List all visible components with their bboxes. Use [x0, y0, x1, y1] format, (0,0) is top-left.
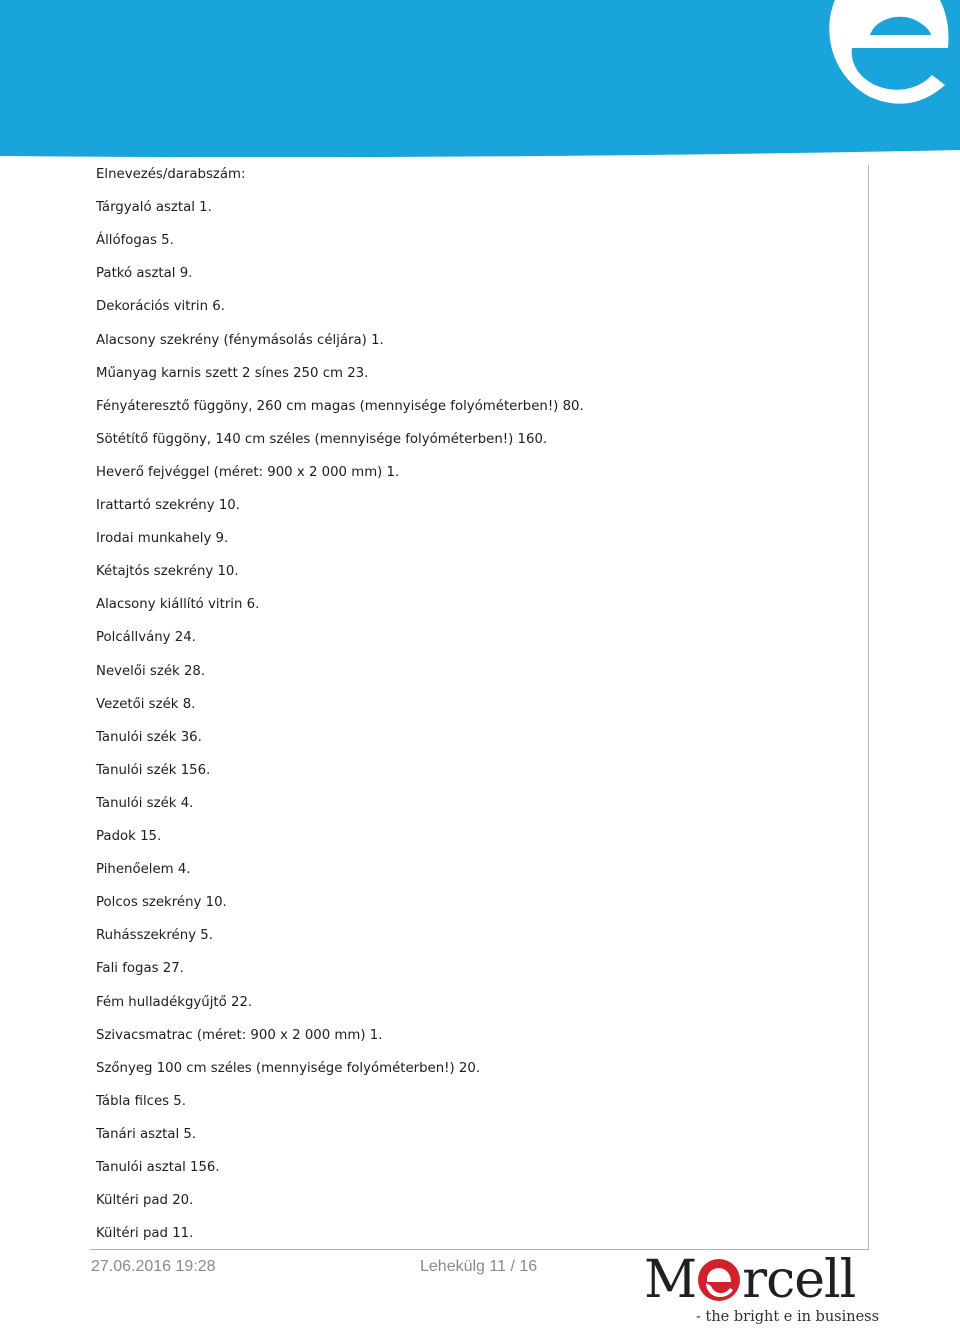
footer-datetime: 27.06.2016 19:28 — [91, 1258, 216, 1275]
list-item: Fém hulladékgyűjtő 22. — [96, 994, 253, 1010]
list-item: Heverő fejvéggel (méret: 900 x 2 000 mm) 1. — [96, 464, 400, 480]
list-item: Sötétítő függöny, 140 cm széles (mennyisége folyóméterben!) 160. — [96, 431, 548, 447]
list-item: Alacsony szekrény (fénymásolás céljára) 1. — [96, 332, 384, 348]
list-item: Szőnyeg 100 cm széles (mennyisége folyóméterben!) 20. — [96, 1060, 481, 1076]
list-item: Dekorációs vitrin 6. — [96, 299, 225, 315]
list-item: Tanulói szék 156. — [96, 762, 211, 778]
list-item: Kültéri pad 20. — [96, 1193, 194, 1209]
list-item: Alacsony kiállító vitrin 6. — [96, 597, 260, 613]
logo-first-letter: M — [644, 1250, 697, 1310]
header-banner — [0, 0, 960, 165]
list-item: Irattartó szekrény 10. — [96, 498, 240, 513]
footer-page-number: Lehekülg 11 / 16 — [420, 1258, 538, 1275]
logo-tagline: - the bright e in business — [696, 1309, 880, 1325]
list-item: Műanyag karnis szett 2 sínes 250 cm 23. — [96, 365, 369, 381]
item-list-panel — [90, 165, 869, 1250]
list-item: Tanulói szék 4. — [96, 795, 194, 811]
list-heading: Elnevezés/darabszám: — [96, 167, 246, 182]
list-item: Tanulói asztal 156. — [96, 1160, 220, 1175]
list-item: Kétajtós szekrény 10. — [96, 564, 239, 580]
list-item: Vezetői szék 8. — [96, 696, 196, 712]
list-item: Kültéri pad 11. — [96, 1226, 194, 1242]
list-item: Padok 15. — [96, 829, 162, 844]
list-item: Szivacsmatrac (méret: 900 x 2 000 mm) 1. — [96, 1027, 383, 1043]
list-item: Tanulói szék 36. — [96, 729, 202, 745]
list-item: Tábla filces 5. — [96, 1093, 186, 1109]
list-item: Állófogas 5. — [96, 233, 174, 249]
logo-e-icon — [698, 1259, 740, 1301]
list-item: Tárgyaló asztal 1. — [96, 200, 212, 216]
list-item: Fényáteresztő függöny, 260 cm magas (mennyisége folyóméterben!) 80. — [96, 398, 584, 414]
list-item: Irodai munkahely 9. — [96, 531, 229, 547]
logo-rest-letters: rcell — [742, 1250, 856, 1310]
list-item: Polcos szekrény 10. — [96, 895, 227, 911]
list-item: Polcállvány 24. — [96, 630, 196, 646]
list-item: Fali fogas 27. — [96, 961, 184, 977]
list-item: Nevelői szék 28. — [96, 663, 206, 679]
marcell-logo — [644, 1250, 880, 1329]
list-item: Patkó asztal 9. — [96, 266, 193, 282]
list-item: Ruhásszekrény 5. — [96, 928, 213, 944]
list-item: Pihenőelem 4. — [96, 862, 191, 878]
list-item: Tanári asztal 5. — [96, 1126, 197, 1142]
